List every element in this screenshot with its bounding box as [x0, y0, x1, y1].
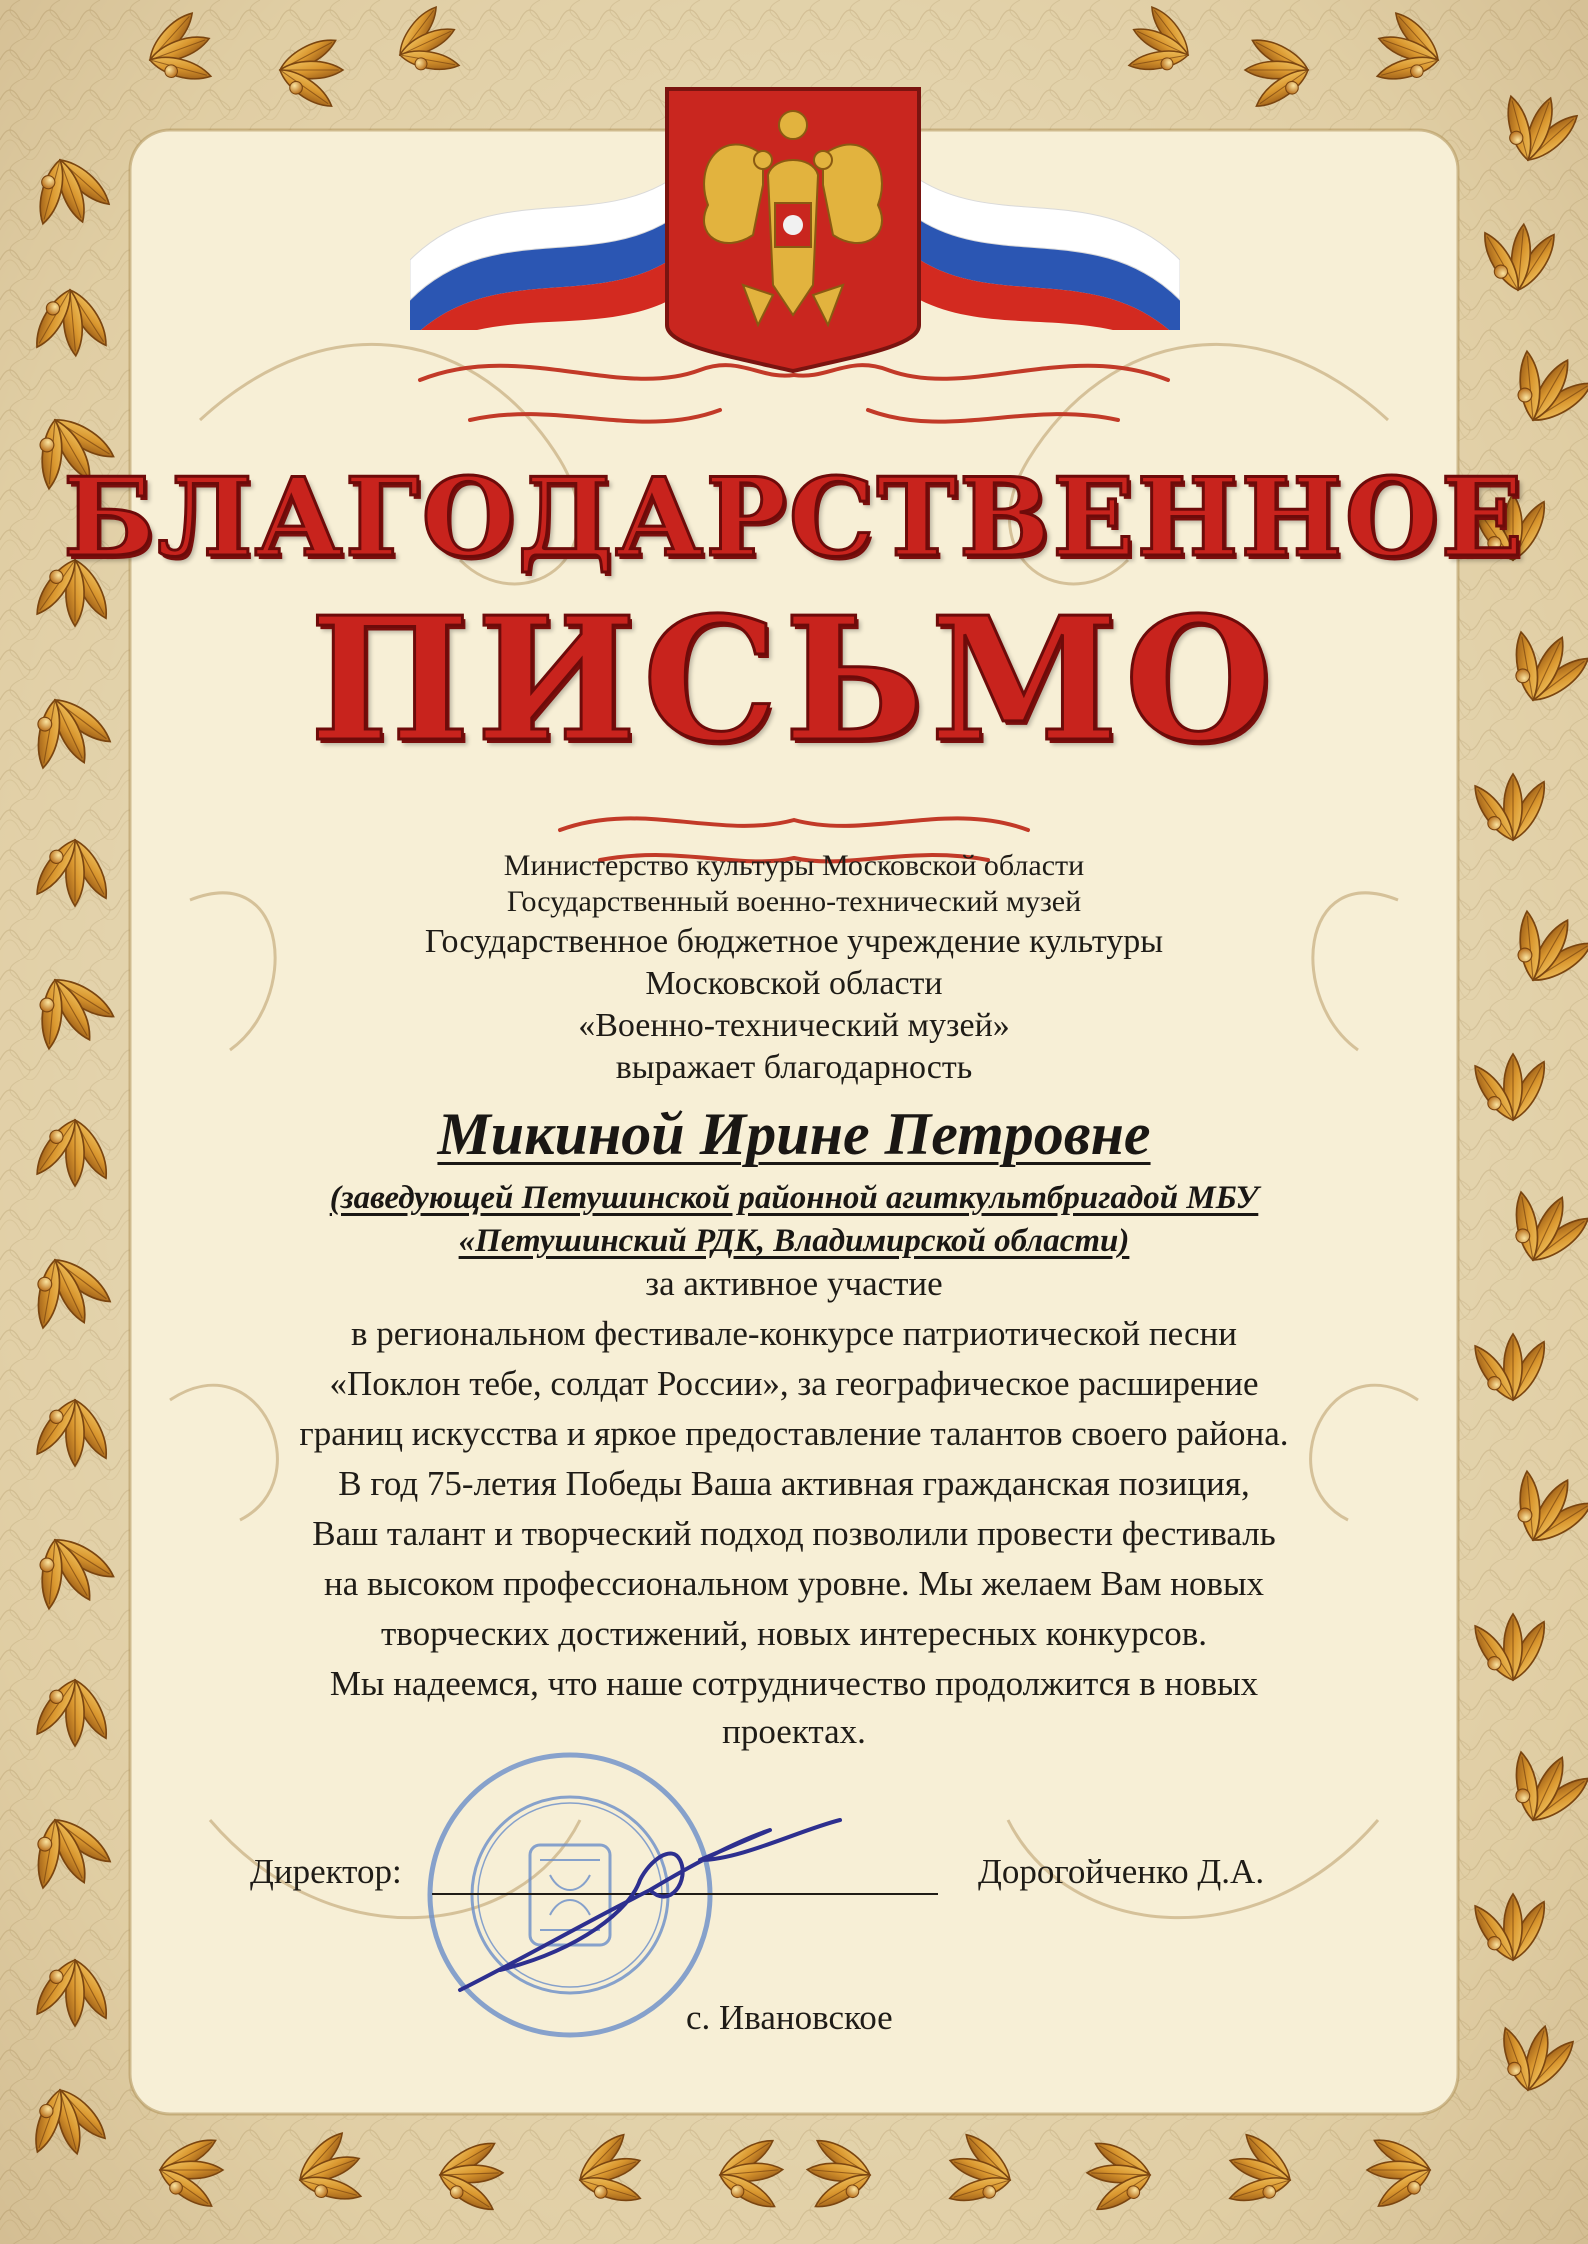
certificate-title-line2: ПИСЬМО [309, 580, 1279, 780]
signer-name: Дорогойченко Д.А. [978, 1852, 1265, 1891]
body-line: за активное участие [645, 1264, 943, 1303]
handwritten-signature [440, 1800, 860, 2000]
body-line: на высоком профессиональном уровне. Мы желаем Вам новых [323, 1564, 1265, 1603]
certificate-title-line1: БЛАГОДАРСТВЕННОЕ [63, 455, 1525, 581]
recipient-position-line: «Петушинский РДК, Владимирской области) [458, 1223, 1130, 1259]
issuer-line: Московской области [645, 965, 943, 1002]
body-line: границ искусства и яркое предоставление талантов своего района. [299, 1414, 1289, 1453]
issuer-line: Государственное бюджетное учреждение культуры [424, 923, 1164, 960]
russian-coat-of-arms-icon [663, 85, 923, 375]
issuer-line: «Военно-технический музей» [578, 1007, 1010, 1044]
issuer-line: выражает благодарность [615, 1049, 973, 1086]
body-line: в региональном фестивале-конкурсе патриотической песни [350, 1314, 1238, 1353]
body-line: Мы надеемся, что наше сотрудничество продолжится в новых [329, 1664, 1259, 1703]
recipient-position-line: (заведующей Петушинской районной агиткультбригадой МБУ [329, 1180, 1259, 1216]
place-of-issue: с. Ивановское [686, 1998, 893, 2037]
issuer-line: Государственный военно-технический музей [506, 885, 1082, 918]
body-line: творческих достижений, новых интересных конкурсов. [381, 1614, 1207, 1653]
signature-role-label: Директор: [250, 1852, 402, 1891]
body-line: Ваш талант и творческий подход позволили провести фестиваль [312, 1514, 1276, 1553]
body-line: В год 75-летия Победы Ваша активная гражданская позиция, [338, 1464, 1250, 1503]
body-line: проектах. [722, 1712, 866, 1751]
issuer-line: Министерство культуры Московской области [503, 849, 1085, 882]
body-line: «Поклон тебе, солдат России», за географическое расширение [329, 1364, 1259, 1403]
recipient-name: Микиной Ирине Петровне [437, 1101, 1151, 1167]
